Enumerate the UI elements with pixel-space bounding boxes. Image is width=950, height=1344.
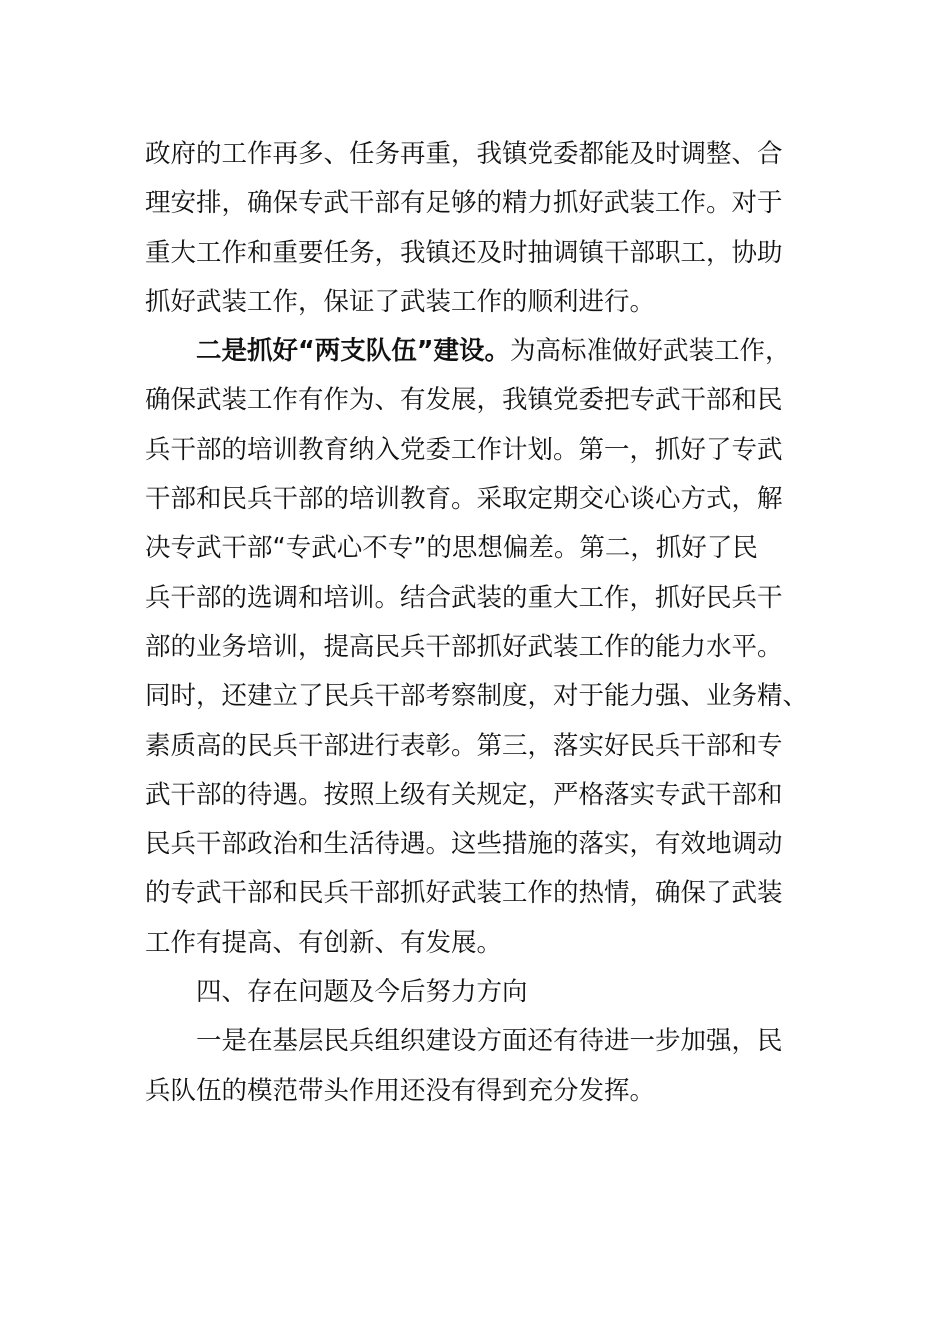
text-line: 决专武干部“专武心不专”的思想偏差。第二，抓好了民 [145, 533, 758, 564]
text-line: 政府的工作再多、任务再重，我镇党委都能及时调整、合 [145, 139, 783, 169]
text-line: 的专武干部和民兵干部抓好武装工作的热情，确保了武装 [145, 878, 783, 909]
text-line: 同时，还建立了民兵干部考察制度，对于能力强、业务精、 [145, 681, 809, 712]
text-line: 干部和民兵干部的培训教育。采取定期交心谈心方式，解 [145, 484, 783, 515]
text-line: 抓好武装工作，保证了武装工作的顺利进行。 [145, 286, 656, 317]
text-line: 工作有提高、有创新、有发展。 [145, 927, 503, 958]
text-line: 民兵干部政治和生活待遇。这些措施的落实，有效地调动 [145, 829, 783, 860]
text-run: 为高标准做好武装工作， [510, 336, 791, 367]
text-line: 兵干部的选调和培训。结合武装的重大工作，抓好民兵干 [145, 582, 783, 613]
bold-lead-in: 二是抓好“两支队伍”建设。 [196, 336, 511, 367]
text-line: 一是在基层民兵组织建设方面还有待进一步加强，民 [196, 1026, 783, 1057]
text-line: 武干部的待遇。按照上级有关规定，严格落实专武干部和 [145, 779, 783, 810]
text-line: 确保武装工作有作为、有发展，我镇党委把专武干部和民 [145, 385, 783, 416]
text-line: 素质高的民兵干部进行表彰。第三，落实好民兵干部和专 [145, 730, 783, 761]
text-line: 兵队伍的模范带头作用还没有得到充分发挥。 [145, 1075, 656, 1106]
text-line: 兵干部的培训教育纳入党委工作计划。第一，抓好了专武 [145, 434, 783, 465]
section-heading: 四、存在问题及今后努力方向 [196, 977, 528, 1008]
text-line: 部的业务培训，提高民兵干部抓好武装工作的能力水平。 [145, 631, 783, 662]
text-line: 理安排，确保专武干部有足够的精力抓好武装工作。对于 [145, 188, 783, 219]
document-body [145, 130, 809, 1116]
paragraph-heading-line [145, 327, 805, 376]
text-line: 重大工作和重要任务，我镇还及时抽调镇干部职工，协助 [145, 237, 783, 268]
